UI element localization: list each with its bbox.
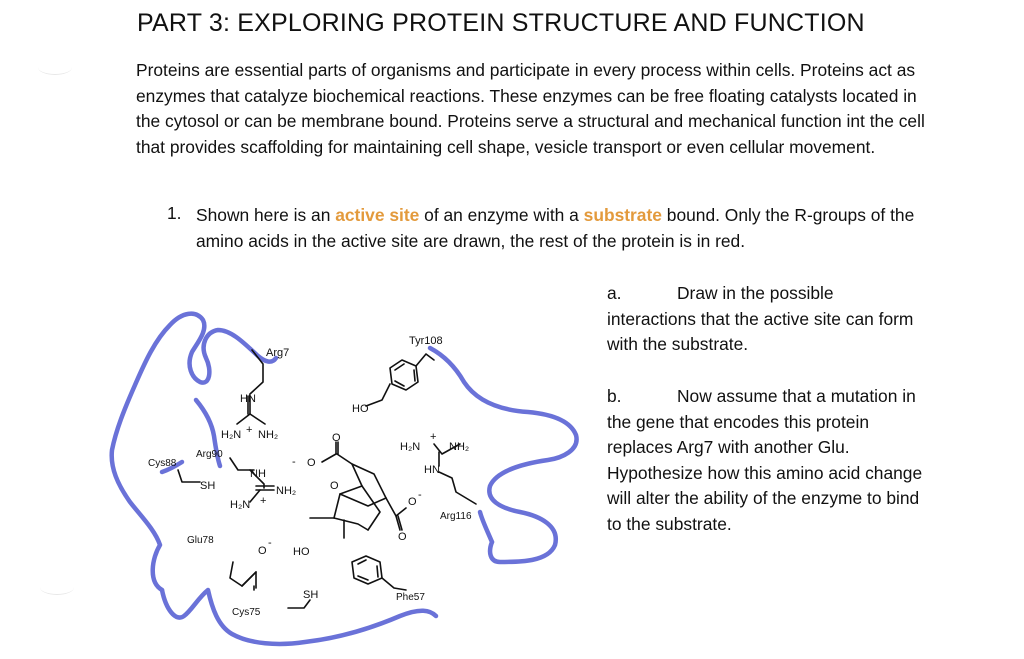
term-substrate: substrate	[583, 205, 662, 225]
label-plus-c: +	[430, 431, 437, 443]
sub-question-b	[607, 384, 927, 538]
protein-backbone	[162, 590, 436, 644]
label-oxygen: O	[408, 496, 417, 508]
bond-skeleton	[178, 350, 476, 608]
label-oxygen: O	[258, 545, 267, 557]
label-ho-b: HO	[293, 546, 310, 558]
label-plus-b: +	[260, 495, 267, 507]
question-text-c: bound. Only the R-groups of the amino acids in the active site are drawn, the rest of the protein is in red.	[196, 205, 915, 251]
label-hn: HN	[240, 393, 256, 405]
label-arg90: Arg90	[196, 449, 223, 460]
label-ho: HO	[352, 403, 369, 415]
label-nh2-b: NH₂	[276, 485, 297, 497]
margin-mark	[38, 60, 72, 75]
sub-question-b-label: b.	[607, 386, 622, 406]
sub-question-a-text: Draw in the possible interactions that the active site can form with the substrate.	[607, 283, 914, 355]
label-nh: NH	[250, 468, 266, 480]
question-number: 1.	[167, 203, 182, 223]
label-tyr108: Tyr108	[409, 335, 443, 347]
label-arg116: Arg116	[440, 511, 472, 522]
label-nh2: NH₂	[258, 429, 279, 441]
label-oxygen: O	[398, 531, 407, 543]
label-h2n-c: H₂N	[400, 441, 421, 453]
intro-paragraph: Proteins are essential parts of organisms and participate in every process within cells. Proteins act as enzymes that catalyze biochemical reactions. These enzymes can be free floating catalysts located in the cytosol or can be membrane bound. Proteins serve a structural and mechanical function int the cell that provides scaffolding for maintaining cell shape, vesicle transport or even cellular movement.	[136, 60, 925, 157]
margin-mark	[40, 580, 74, 595]
label-minus: -	[268, 537, 272, 549]
label-oxygen: O	[307, 457, 316, 469]
question-1	[196, 203, 926, 254]
sub-question-a-label: a.	[607, 283, 622, 303]
label-phe57: Phe57	[396, 592, 425, 603]
sub-question-a	[607, 281, 927, 358]
active-site-diagram	[100, 290, 590, 658]
sub-question-b-text: Now assume that a mutation in the gene that encodes this protein replaces Arg7 with another Glu. Hypothesize how this amino acid change will alter the ability of the enzyme to bind to the substrate.	[607, 386, 923, 534]
label-oxygen: O	[330, 480, 339, 492]
protein-backbone	[480, 512, 492, 542]
label-nh2-c: NH₂	[449, 441, 470, 453]
label-minus: -	[292, 456, 296, 468]
protein-backbone	[430, 348, 577, 562]
question-text-a: Shown here is an	[196, 205, 336, 225]
label-cys75: Cys75	[232, 607, 261, 618]
label-sh-b: SH	[303, 589, 319, 601]
label-hn-b: HN	[424, 464, 440, 476]
label-plus: +	[246, 424, 253, 436]
label-arg7: Arg7	[266, 347, 290, 359]
label-sh: SH	[200, 480, 216, 492]
label-oxygen: O	[332, 432, 341, 444]
label-minus: -	[418, 489, 422, 501]
term-active-site: active site	[335, 205, 420, 225]
page-title: PART 3: EXPLORING PROTEIN STRUCTURE AND FUNCTION	[137, 9, 865, 37]
label-h2n: H₂N	[221, 429, 242, 441]
question-text-b: of an enzyme with a	[419, 205, 584, 225]
label-glu78: Glu78	[187, 535, 214, 546]
label-cys88: Cys88	[148, 458, 177, 469]
label-h2n-b: H₂N	[230, 499, 251, 511]
